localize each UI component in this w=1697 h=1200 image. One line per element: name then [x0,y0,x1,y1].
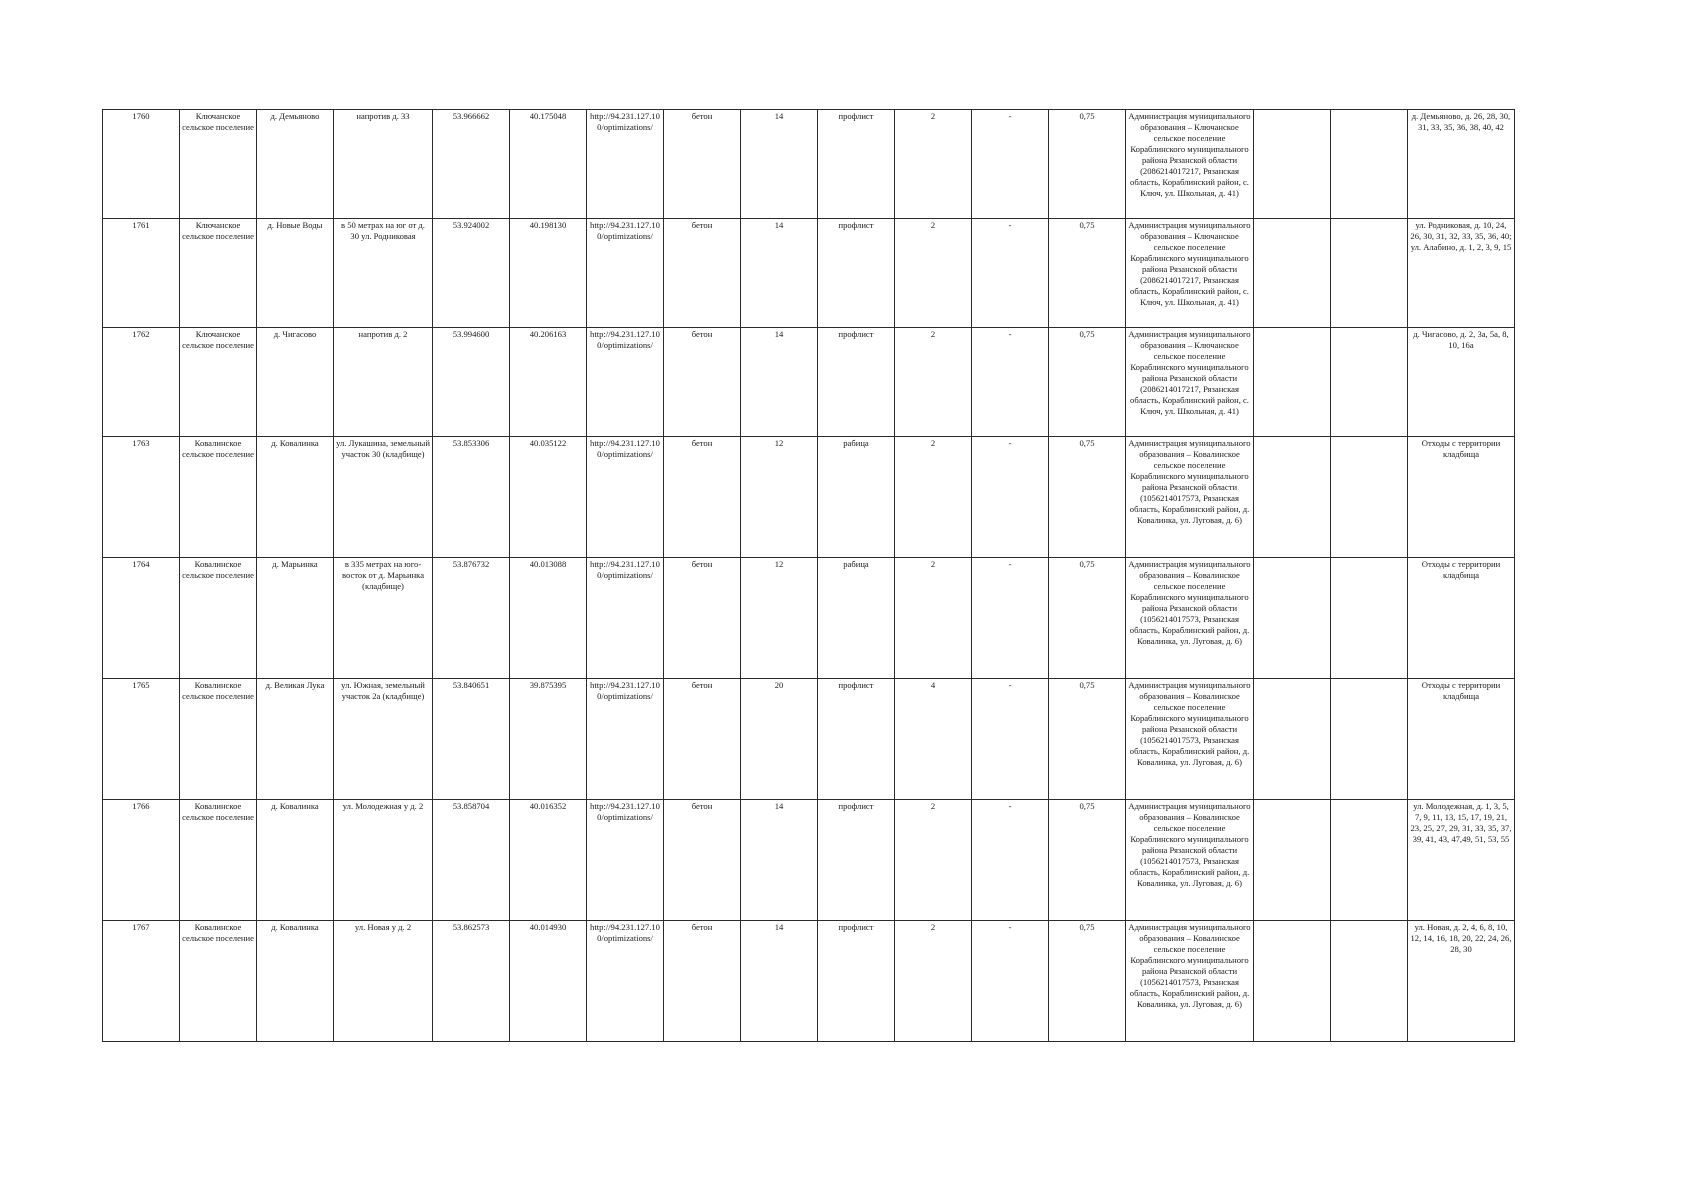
cell-settlement: Ковалинское сельское поселение [180,558,257,679]
cell-volume: 0,75 [1049,679,1126,800]
cell-fence: профлист [818,110,895,219]
cell-volume: 0,75 [1049,110,1126,219]
cell-number: 1762 [103,328,180,437]
table-row [103,679,1515,800]
cell-dash: - [972,921,1049,1042]
table-row [103,921,1515,1042]
cell-dash: - [972,437,1049,558]
cell-link: http://94.231.127.100/optimizations/ [587,558,664,679]
cell-longitude: 40.198130 [510,219,587,328]
cell-number: 1764 [103,558,180,679]
cell-empty-16 [1331,558,1408,679]
cell-empty-15 [1254,921,1331,1042]
cell-surface: бетон [664,921,741,1042]
cell-address: ул. Новая у д. 2 [334,921,433,1042]
cell-number: 1760 [103,110,180,219]
cell-fence: профлист [818,800,895,921]
cell-latitude: 53.858704 [433,800,510,921]
cell-containers: 2 [895,110,972,219]
cell-locality: д. Ковалинка [257,800,334,921]
cell-volume: 0,75 [1049,437,1126,558]
table-row [103,110,1515,219]
cell-dash: - [972,679,1049,800]
cell-number: 1766 [103,800,180,921]
cell-link: http://94.231.127.100/optimizations/ [587,110,664,219]
cell-locality: д. Ковалинка [257,921,334,1042]
cell-locality: д. Новые Воды [257,219,334,328]
cell-owner: Администрация муниципального образования – Ключанское сельское поселение Кораблинского муниципального района Рязанской области (2086214017217, Рязанская область, Кораблинский район, с. Ключ, ул. Школьная, д. 41) [1126,328,1254,437]
cell-longitude: 39.875395 [510,679,587,800]
cell-surface: бетон [664,558,741,679]
cell-number: 1761 [103,219,180,328]
cell-sources: Отходы с территории кладбища [1408,558,1515,679]
cell-area: 12 [741,437,818,558]
cell-latitude: 53.862573 [433,921,510,1042]
cell-empty-15 [1254,558,1331,679]
cell-surface: бетон [664,110,741,219]
cell-containers: 2 [895,921,972,1042]
cell-latitude: 53.840651 [433,679,510,800]
cell-owner: Администрация муниципального образования – Ковалинское сельское поселение Кораблинского муниципального района Рязанской области (1056214017573, Рязанская область, Кораблинский район, д. Ковалинка, ул. Луговая, д. 6) [1126,558,1254,679]
cell-settlement: Ковалинское сельское поселение [180,437,257,558]
cell-volume: 0,75 [1049,558,1126,679]
cell-owner: Администрация муниципального образования – Ключанское сельское поселение Кораблинского муниципального района Рязанской области (2086214017217, Рязанская область, Кораблинский район, с. Ключ, ул. Школьная, д. 41) [1126,219,1254,328]
cell-empty-16 [1331,800,1408,921]
cell-dash: - [972,328,1049,437]
table-row [103,558,1515,679]
cell-settlement: Ключанское сельское поселение [180,110,257,219]
cell-owner: Администрация муниципального образования – Ковалинское сельское поселение Кораблинского муниципального района Рязанской области (1056214017573, Рязанская область, Кораблинский район, д. Ковалинка, ул. Луговая, д. 6) [1126,679,1254,800]
cell-link: http://94.231.127.100/optimizations/ [587,328,664,437]
cell-number: 1765 [103,679,180,800]
cell-longitude: 40.175048 [510,110,587,219]
cell-empty-16 [1331,921,1408,1042]
cell-address: в 50 метрах на юг от д. 30 ул. Родниковая [334,219,433,328]
cell-address: ул. Лукашина, земельный участок 30 (кладбище) [334,437,433,558]
cell-latitude: 53.924002 [433,219,510,328]
cell-link: http://94.231.127.100/optimizations/ [587,219,664,328]
cell-volume: 0,75 [1049,328,1126,437]
cell-fence: профлист [818,679,895,800]
cell-containers: 2 [895,437,972,558]
cell-volume: 0,75 [1049,219,1126,328]
cell-sources: Отходы с территории кладбища [1408,679,1515,800]
cell-surface: бетон [664,437,741,558]
cell-latitude: 53.966662 [433,110,510,219]
cell-sources: д. Демьяново, д. 26, 28, 30, 31, 33, 35, 36, 38, 40, 42 [1408,110,1515,219]
cell-empty-15 [1254,328,1331,437]
cell-locality: д. Ковалинка [257,437,334,558]
cell-surface: бетон [664,219,741,328]
cell-area: 14 [741,219,818,328]
cell-area: 12 [741,558,818,679]
cell-containers: 2 [895,800,972,921]
table-row [103,219,1515,328]
cell-area: 14 [741,110,818,219]
cell-link: http://94.231.127.100/optimizations/ [587,800,664,921]
cell-empty-16 [1331,328,1408,437]
cell-owner: Администрация муниципального образования – Ковалинское сельское поселение Кораблинского муниципального района Рязанской области (1056214017573, Рязанская область, Кораблинский район, д. Ковалинка, ул. Луговая, д. 6) [1126,437,1254,558]
cell-dash: - [972,219,1049,328]
cell-sources: ул. Новая, д. 2, 4, 6, 8, 10, 12, 14, 16, 18, 20, 22, 24, 26, 28, 30 [1408,921,1515,1042]
cell-settlement: Ключанское сельское поселение [180,328,257,437]
cell-longitude: 40.035122 [510,437,587,558]
cell-fence: рабица [818,437,895,558]
cell-locality: д. Великая Лука [257,679,334,800]
cell-surface: бетон [664,328,741,437]
cell-address: ул. Южная, земельный участок 2а (кладбище) [334,679,433,800]
cell-fence: профлист [818,328,895,437]
cell-volume: 0,75 [1049,800,1126,921]
cell-volume: 0,75 [1049,921,1126,1042]
cell-empty-15 [1254,800,1331,921]
cell-dash: - [972,558,1049,679]
cell-address: ул. Молодежная у д. 2 [334,800,433,921]
cell-number: 1767 [103,921,180,1042]
cell-settlement: Ковалинское сельское поселение [180,679,257,800]
cell-locality: д. Марьинка [257,558,334,679]
cell-containers: 2 [895,558,972,679]
cell-empty-16 [1331,437,1408,558]
cell-containers: 2 [895,328,972,437]
cell-owner: Администрация муниципального образования – Ключанское сельское поселение Кораблинского муниципального района Рязанской области (2086214017217, Рязанская область, Кораблинский район, с. Ключ, ул. Школьная, д. 41) [1126,110,1254,219]
cell-empty-16 [1331,110,1408,219]
cell-containers: 2 [895,219,972,328]
waste-sites-registry-table [102,109,1515,1042]
cell-surface: бетон [664,679,741,800]
cell-address: напротив д. 33 [334,110,433,219]
cell-link: http://94.231.127.100/optimizations/ [587,679,664,800]
cell-dash: - [972,800,1049,921]
cell-containers: 4 [895,679,972,800]
cell-empty-15 [1254,437,1331,558]
cell-link: http://94.231.127.100/optimizations/ [587,437,664,558]
cell-area: 14 [741,921,818,1042]
cell-sources: ул. Молодежная, д. 1, 3, 5, 7, 9, 11, 13, 15, 17, 19, 21, 23, 25, 27, 29, 31, 33, 35, 37, 39, 41, 43, 47,49, 51, 53, 55 [1408,800,1515,921]
table-row [103,328,1515,437]
cell-latitude: 53.853306 [433,437,510,558]
cell-owner: Администрация муниципального образования – Ковалинское сельское поселение Кораблинского муниципального района Рязанской области (1056214017573, Рязанская область, Кораблинский район, д. Ковалинка, ул. Луговая, д. 6) [1126,800,1254,921]
cell-locality: д. Чигасово [257,328,334,437]
cell-fence: профлист [818,921,895,1042]
cell-sources: д. Чигасово, д. 2, 3а, 5а, 8, 10, 16а [1408,328,1515,437]
cell-empty-15 [1254,110,1331,219]
cell-settlement: Ключанское сельское поселение [180,219,257,328]
table-row [103,800,1515,921]
table-row [103,437,1515,558]
cell-settlement: Ковалинское сельское поселение [180,800,257,921]
cell-address: в 335 метрах на юго-восток от д. Марьинка (кладбище) [334,558,433,679]
cell-area: 14 [741,800,818,921]
cell-fence: рабица [818,558,895,679]
cell-owner: Администрация муниципального образования – Ковалинское сельское поселение Кораблинского муниципального района Рязанской области (1056214017573, Рязанская область, Кораблинский район, д. Ковалинка, ул. Луговая, д. 6) [1126,921,1254,1042]
cell-area: 20 [741,679,818,800]
cell-empty-15 [1254,219,1331,328]
cell-longitude: 40.016352 [510,800,587,921]
cell-longitude: 40.206163 [510,328,587,437]
cell-longitude: 40.014930 [510,921,587,1042]
cell-link: http://94.231.127.100/optimizations/ [587,921,664,1042]
cell-area: 14 [741,328,818,437]
cell-address: напротив д. 2 [334,328,433,437]
cell-empty-16 [1331,219,1408,328]
cell-fence: профлист [818,219,895,328]
cell-sources: Отходы с территории кладбища [1408,437,1515,558]
cell-dash: - [972,110,1049,219]
cell-empty-16 [1331,679,1408,800]
cell-empty-15 [1254,679,1331,800]
cell-latitude: 53.994600 [433,328,510,437]
cell-number: 1763 [103,437,180,558]
cell-surface: бетон [664,800,741,921]
cell-locality: д. Демьяново [257,110,334,219]
cell-longitude: 40.013088 [510,558,587,679]
cell-latitude: 53.876732 [433,558,510,679]
cell-settlement: Ковалинское сельское поселение [180,921,257,1042]
cell-sources: ул. Родниковая, д. 10, 24, 26, 30, 31, 32, 33, 35, 36, 40; ул. Алабино, д. 1, 2, 3, 9, 15 [1408,219,1515,328]
